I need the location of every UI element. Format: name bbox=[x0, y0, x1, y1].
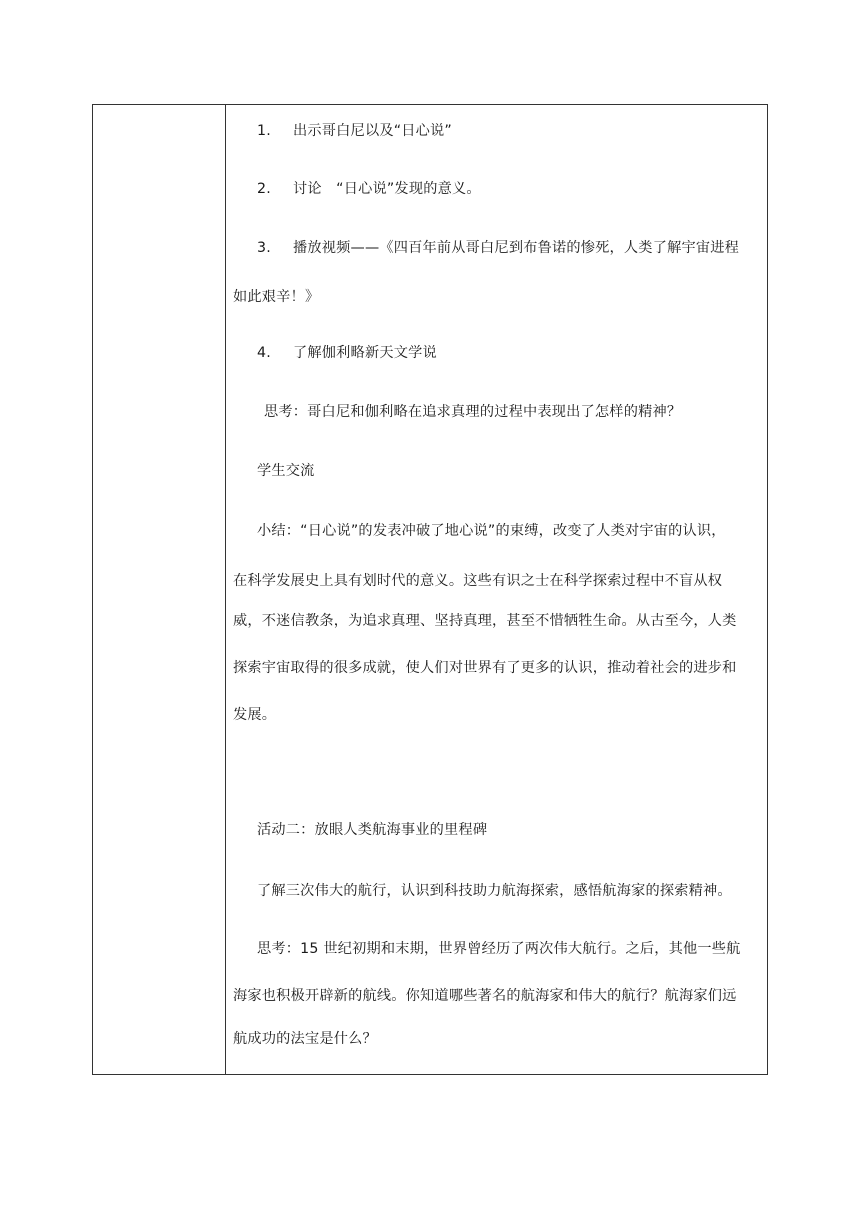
step-2-number: 2. bbox=[257, 181, 271, 197]
activity-2-title: 活动二：放眼人类航海事业的里程碑 bbox=[257, 822, 488, 838]
step-4-number: 4. bbox=[257, 345, 271, 361]
think-question-2-line: 思考：15 世纪初期和末期，世界曾经历了两次伟大航行。之后，其他一些航 bbox=[257, 941, 741, 957]
think-question-1: 思考：哥白尼和伽利略在追求真理的过程中表现出了怎样的精神？ bbox=[264, 404, 682, 420]
think-question-2-line: 海家也积极开辟新的航线。你知道哪些著名的航海家和伟大的航行？航海家们远 bbox=[233, 988, 737, 1004]
table-row bbox=[93, 105, 768, 1075]
lesson-plan-table bbox=[92, 104, 768, 1075]
step-1-number: 1. bbox=[257, 123, 271, 139]
summary-line: 探索宇宙取得的很多成就，使人们对世界有了更多的认识，推动着社会的进步和 bbox=[233, 660, 737, 676]
step-2-text: 讨论 “日心说”发现的意义。 bbox=[293, 181, 481, 197]
right-column-cell bbox=[226, 105, 768, 1075]
summary-line: 在科学发展史上具有划时代的意义。这些有识之士在科学探索过程中不盲从权 bbox=[233, 573, 723, 589]
summary-line: 小结：“日心说”的发表冲破了地心说”的束缚，改变了人类对宇宙的认识， bbox=[257, 523, 726, 539]
activity-2-goal: 了解三次伟大的航行，认识到科技助力航海探索，感悟航海家的探索精神。 bbox=[257, 883, 732, 899]
step-3-text: 播放视频——《四百年前从哥白尼到布鲁诺的惨死，人类了解宇宙进程 bbox=[293, 240, 740, 256]
step-1-text: 出示哥白尼以及“日心说” bbox=[293, 123, 452, 139]
step-3-number: 3. bbox=[257, 240, 271, 256]
summary-line: 发展。 bbox=[233, 707, 277, 723]
summary-line: 威，不迷信教条，为追求真理、坚持真理，甚至不惜牺牲生命。从古至今，人类 bbox=[233, 613, 737, 629]
step-4-text: 了解伽利略新天文学说 bbox=[293, 345, 437, 361]
student-exchange: 学生交流 bbox=[257, 463, 315, 479]
left-column-cell bbox=[93, 105, 226, 1075]
step-3-continuation: 如此艰辛！》 bbox=[233, 289, 320, 305]
think-question-2-line: 航成功的法宝是什么？ bbox=[233, 1031, 377, 1047]
